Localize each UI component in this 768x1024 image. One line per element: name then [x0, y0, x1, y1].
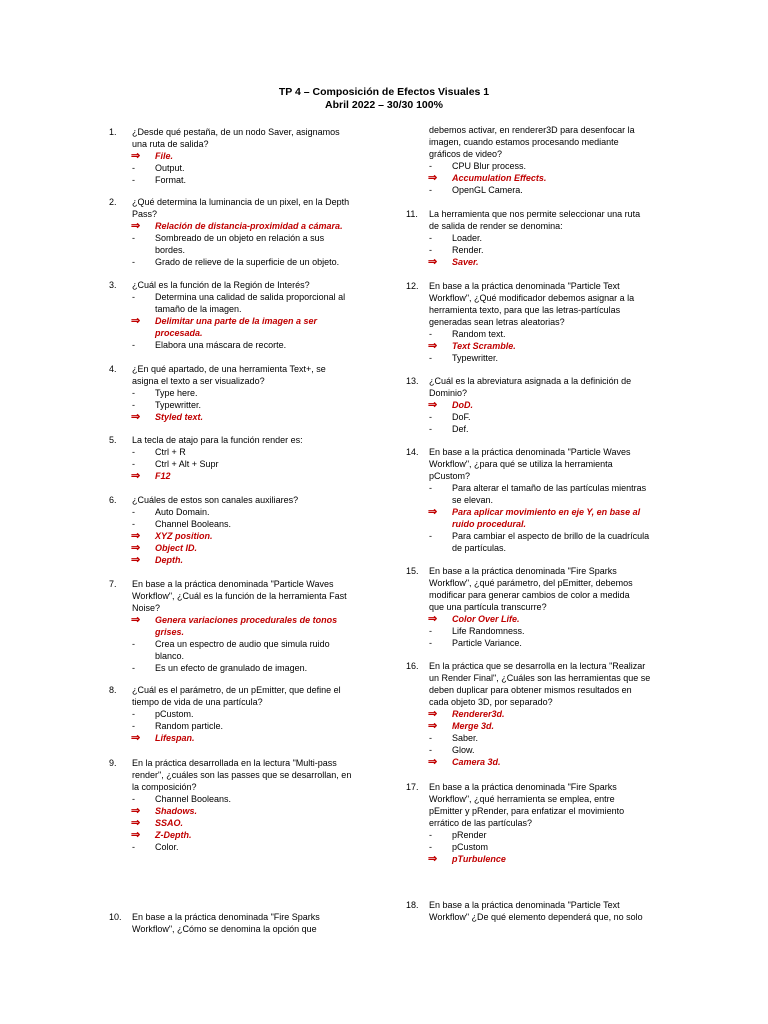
option-text-line: Merge 3d. [452, 721, 495, 731]
question-number: 8. [109, 685, 117, 695]
option-text-line: Output. [155, 163, 185, 173]
question-text-line: render", ¿cuáles son las passes que se desarrollan, en [132, 770, 352, 780]
option-text-line: blanco. [155, 651, 185, 661]
option-text-line: Depth. [155, 555, 183, 565]
option-text-line: DoD. [452, 400, 473, 410]
dash-bullet: - [132, 507, 135, 517]
option-text-line: Shadows. [155, 806, 198, 816]
dash-bullet: - [132, 447, 135, 457]
dash-bullet: - [429, 185, 432, 195]
option-text-line: Z-Depth. [155, 830, 192, 840]
dash-bullet: - [429, 483, 432, 493]
question-text-line: En base a la práctica denominada "Fire Sparks [132, 912, 320, 922]
question-text-line: cada objeto 3D, por separado? [429, 697, 553, 707]
option-text-line: pCustom. [155, 709, 194, 719]
option-text-line: pRender [452, 830, 487, 840]
double-arrow-icon: ⇒ [131, 470, 141, 482]
dash-bullet: - [429, 842, 432, 852]
question-number: 15. [406, 566, 419, 576]
option-text-line: F12 [155, 471, 171, 481]
dash-bullet: - [132, 340, 135, 350]
option-text-line: procesada. [155, 328, 203, 338]
option-text-line: de partículas. [452, 543, 507, 553]
double-arrow-icon: ⇒ [428, 506, 438, 518]
dash-bullet: - [429, 531, 432, 541]
question-number: 14. [406, 447, 419, 457]
question-text-line: debemos activar, en renderer3D para desenfocar la [429, 125, 635, 135]
question-text-line: Workflow", ¿Qué modificador debemos asignar a la [429, 293, 635, 303]
dash-bullet: - [429, 626, 432, 636]
dash-bullet: - [132, 842, 135, 852]
option-text-line: pTurbulence [452, 854, 506, 864]
double-arrow-icon: ⇒ [428, 853, 438, 865]
question-text-line: gráficos de video? [429, 149, 503, 159]
question-number: 11. [406, 209, 418, 219]
question-number: 13. [406, 376, 419, 386]
double-arrow-icon: ⇒ [428, 340, 438, 352]
option-text-line: Ctrl + R [155, 447, 186, 457]
question-number: 12. [406, 281, 419, 291]
question-text-line: deben duplicar para obtener mismos resultados en [429, 685, 632, 695]
question-text-line: Dominio? [429, 388, 468, 398]
dash-bullet: - [132, 794, 135, 804]
dash-bullet: - [132, 459, 135, 469]
double-arrow-icon: ⇒ [428, 708, 438, 720]
question-number: 3. [109, 280, 117, 290]
option-text-line: Auto Domain. [155, 507, 210, 517]
question-text-line: una ruta de salida? [132, 139, 209, 149]
dash-bullet: - [429, 233, 432, 243]
option-text-line: Typewritter. [452, 353, 499, 363]
option-text-line: Genera variaciones procedurales de tonos [155, 615, 338, 625]
question-number: 10. [109, 912, 122, 922]
dash-bullet: - [132, 519, 135, 529]
option-text-line: XYZ position. [155, 531, 213, 541]
option-text-line: SSAO. [155, 818, 184, 828]
option-text-line: Relación de distancia-proximidad a cámara. [155, 221, 343, 231]
option-text-line: Random text. [452, 329, 506, 339]
question-text-line: ¿Desde qué pestaña, de un nodo Saver, asignamos [132, 127, 340, 137]
dash-bullet: - [132, 663, 135, 673]
question-text-line: ¿Cuál es la función de la Región de Interés? [132, 280, 310, 290]
option-text-line: Para aplicar movimiento en eje Y, en base al [452, 507, 641, 517]
option-text-line: Para cambiar el aspecto de brillo de la cuadrícula [452, 531, 650, 541]
question-text-line: En base a la práctica denominada "Particle Text [429, 900, 620, 910]
question-text-line: ¿Cuáles de estos son canales auxiliares? [132, 495, 299, 505]
option-text-line: Accumulation Effects. [452, 173, 547, 183]
document-subtitle: Abril 2022 – 30/30 100% [325, 99, 443, 111]
option-text-line: Color Over Life. [452, 614, 520, 624]
question-text-line: un Render Final", ¿Cuáles son las herramientas que se [429, 673, 651, 683]
question-number: 5. [109, 435, 117, 445]
question-text-line: En base a la práctica denominada "Particle Waves [132, 579, 334, 589]
double-arrow-icon: ⇒ [131, 817, 141, 829]
dash-bullet: - [429, 638, 432, 648]
dash-bullet: - [132, 400, 135, 410]
dash-bullet: - [429, 329, 432, 339]
option-text-line: Lifespan. [155, 733, 195, 743]
question-number: 9. [109, 758, 117, 768]
option-text-line: DoF. [452, 412, 471, 422]
option-text-line: Type here. [155, 388, 198, 398]
double-arrow-icon: ⇒ [428, 720, 438, 732]
double-arrow-icon: ⇒ [428, 613, 438, 625]
question-text-line: ¿En qué apartado, de una herramienta Text+, se [132, 364, 326, 374]
option-text-line: Grado de relieve de la superficie de un objeto. [155, 257, 340, 267]
option-text-line: File. [155, 151, 174, 161]
option-text-line: Channel Booleans. [155, 519, 232, 529]
double-arrow-icon: ⇒ [131, 220, 141, 232]
question-text-line: En base a la práctica denominada "Fire Sparks [429, 782, 617, 792]
dash-bullet: - [429, 830, 432, 840]
option-text-line: pCustom [452, 842, 489, 852]
question-text-line: modificar para generar cambios de color a medida [429, 590, 630, 600]
double-arrow-icon: ⇒ [428, 399, 438, 411]
option-text-line: grises. [155, 627, 185, 637]
question-number: 16. [406, 661, 419, 671]
option-text-line: Loader. [452, 233, 483, 243]
question-text-line: tiempo de vida de una partícula? [132, 697, 263, 707]
option-text-line: Ctrl + Alt + Supr [155, 459, 219, 469]
option-text-line: Saver. [452, 257, 479, 267]
question-text-line: que una partícula transcurre? [429, 602, 547, 612]
option-text-line: Render. [452, 245, 484, 255]
double-arrow-icon: ⇒ [131, 614, 141, 626]
option-text-line: Renderer3d. [452, 709, 505, 719]
double-arrow-icon: ⇒ [131, 554, 141, 566]
question-text-line: Pass? [132, 209, 158, 219]
option-text-line: Particle Variance. [452, 638, 522, 648]
dash-bullet: - [132, 709, 135, 719]
double-arrow-icon: ⇒ [131, 411, 141, 423]
option-text-line: Elabora una máscara de recorte. [155, 340, 287, 350]
double-arrow-icon: ⇒ [131, 732, 141, 744]
question-text-line: ¿Cuál es el parámetro, de un pEmitter, que define el [132, 685, 341, 695]
question-text-line: pCustom? [429, 471, 471, 481]
question-number: 6. [109, 495, 117, 505]
dash-bullet: - [132, 163, 135, 173]
question-text-line: ¿Qué determina la luminancia de un pixel, en la Depth [132, 197, 350, 207]
double-arrow-icon: ⇒ [428, 172, 438, 184]
option-text-line: Para alterar el tamaño de las partículas mientras [452, 483, 647, 493]
option-text-line: Sombreado de un objeto en relación a sus [155, 233, 325, 243]
dash-bullet: - [132, 639, 135, 649]
question-text-line: errático de las partículas? [429, 818, 533, 828]
option-text-line: Text Scramble. [452, 341, 516, 351]
dash-bullet: - [132, 233, 135, 243]
question-text-line: Workflow", ¿Cómo se denomina la opción que [132, 924, 317, 934]
option-text-line: CPU Blur process. [452, 161, 527, 171]
option-text-line: tamaño de la imagen. [155, 304, 242, 314]
question-text-line: La tecla de atajo para la función render es: [132, 435, 303, 445]
option-text-line: Determina una calidad de salida proporcional al [155, 292, 346, 302]
dash-bullet: - [429, 245, 432, 255]
question-text-line: generadas sean letras aleatorias? [429, 317, 565, 327]
dash-bullet: - [132, 721, 135, 731]
question-text-line: asigna el texto a ser visualizado? [132, 376, 265, 386]
document-title: TP 4 – Composición de Efectos Visuales 1 [278, 86, 490, 98]
question-number: 7. [109, 579, 117, 589]
question-text-line: En base a la práctica denominada "Fire Sparks [429, 566, 617, 576]
option-text-line: Color. [155, 842, 179, 852]
option-text-line: Format. [155, 175, 187, 185]
question-text-line: Workflow" ¿De qué elemento dependerá que, no solo [429, 912, 643, 922]
question-text-line: herramienta texto, para que las letras-partículas [429, 305, 621, 315]
question-number: 17. [406, 782, 419, 792]
option-text-line: se elevan. [452, 495, 494, 505]
question-text-line: ¿Cuál es la abreviatura asignada a la definición de [429, 376, 632, 386]
double-arrow-icon: ⇒ [131, 315, 141, 327]
dash-bullet: - [429, 161, 432, 171]
question-text-line: La herramienta que nos permite seleccionar una ruta [429, 209, 641, 219]
option-text-line: Object ID. [155, 543, 198, 553]
option-text-line: Typewritter. [155, 400, 202, 410]
option-text-line: Camera 3d. [452, 757, 501, 767]
dash-bullet: - [132, 388, 135, 398]
question-text-line: En base a la práctica denominada "Particle Text [429, 281, 620, 291]
question-text-line: de salida de render se denomina: [429, 221, 563, 231]
question-text-line: Noise? [132, 603, 161, 613]
double-arrow-icon: ⇒ [428, 256, 438, 268]
question-number: 1. [109, 127, 117, 137]
question-text-line: Workflow", ¿para qué se utiliza la herramienta [429, 459, 613, 469]
question-text-line: imagen, cuando estamos procesando mediante [429, 137, 619, 147]
question-text-line: En la práctica desarrollada en la lectura "Multi-pass [132, 758, 337, 768]
dash-bullet: - [429, 424, 432, 434]
option-text-line: Life Randomness. [452, 626, 525, 636]
option-text-line: bordes. [155, 245, 186, 255]
question-text-line: Workflow", ¿qué herramienta se emplea, entre [429, 794, 615, 804]
option-text-line: Saber. [452, 733, 479, 743]
option-text-line: Crea un espectro de audio que simula ruido [155, 639, 330, 649]
question-text-line: Workflow", ¿Cuál es la función de la herramienta Fast [132, 591, 347, 601]
double-arrow-icon: ⇒ [131, 530, 141, 542]
double-arrow-icon: ⇒ [131, 150, 141, 162]
dash-bullet: - [429, 745, 432, 755]
dash-bullet: - [132, 257, 135, 267]
dash-bullet: - [429, 733, 432, 743]
dash-bullet: - [132, 175, 135, 185]
question-text-line: En base a la práctica denominada "Particle Waves [429, 447, 631, 457]
double-arrow-icon: ⇒ [131, 829, 141, 841]
double-arrow-icon: ⇒ [131, 805, 141, 817]
option-text-line: Styled text. [155, 412, 204, 422]
option-text-line: Es un efecto de granulado de imagen. [155, 663, 308, 673]
dash-bullet: - [429, 412, 432, 422]
double-arrow-icon: ⇒ [428, 756, 438, 768]
option-text-line: Glow. [452, 745, 475, 755]
question-number: 2. [109, 197, 117, 207]
question-number: 18. [406, 900, 419, 910]
double-arrow-icon: ⇒ [131, 542, 141, 554]
option-text-line: Random particle. [155, 721, 224, 731]
dash-bullet: - [429, 353, 432, 363]
option-text-line: OpenGL Camera. [452, 185, 523, 195]
option-text-line: ruido procedural. [452, 519, 527, 529]
question-text-line: En la práctica que se desarrolla en la lectura "Realizar [429, 661, 646, 671]
question-number: 4. [109, 364, 117, 374]
question-text-line: pEmitter y pRender, para enfatizar el movimiento [429, 806, 625, 816]
option-text-line: Channel Booleans. [155, 794, 232, 804]
option-text-line: Delimitar una parte de la imagen a ser [155, 316, 318, 326]
dash-bullet: - [132, 292, 135, 302]
question-text-line: Workflow", ¿qué parámetro, del pEmitter, debemos [429, 578, 633, 588]
question-text-line: la composición? [132, 782, 197, 792]
option-text-line: Def. [452, 424, 469, 434]
